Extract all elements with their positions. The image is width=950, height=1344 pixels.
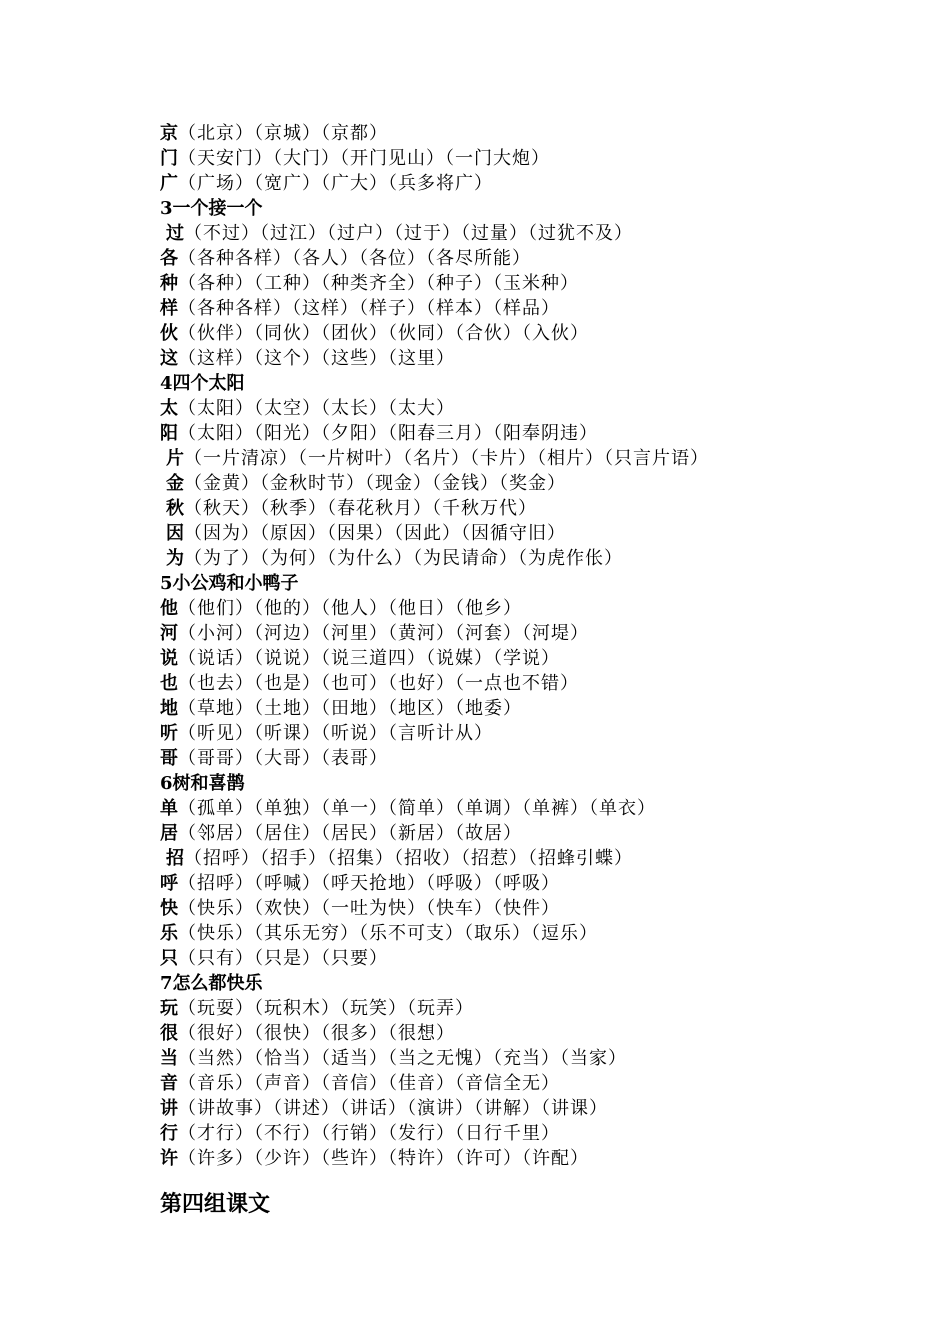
vocab-words: （一片清凉）（一片树叶）（名片）（卡片）（相片）（只言片语） — [184, 448, 709, 469]
vocab-character: 哥 — [160, 748, 178, 769]
vocab-words: （广场）（宽广）（广大）（兵多将广） — [178, 173, 493, 194]
vocab-character: 京 — [160, 123, 178, 144]
vocab-character: 居 — [160, 823, 178, 844]
vocab-character: 说 — [160, 648, 178, 669]
vocab-character: 讲 — [160, 1098, 178, 1119]
vocabulary-list — [160, 121, 920, 1171]
lesson-heading: 5小公鸡和小鸭子 — [160, 573, 299, 594]
vocab-character: 许 — [160, 1148, 178, 1169]
vocab-words: （讲故事）（讲述）（讲话）（演讲）（讲解）（讲课） — [178, 1098, 608, 1119]
vocab-words: （音乐）（声音）（音信）（佳音）（音信全无） — [178, 1073, 560, 1094]
vocab-entry — [160, 1096, 920, 1121]
vocab-entry — [160, 121, 920, 146]
vocab-character: 很 — [160, 1023, 178, 1044]
vocab-words: （招呼）（招手）（招集）（招收）（招惹）（招蜂引蝶） — [184, 848, 633, 869]
vocab-entry — [160, 721, 920, 746]
vocab-entry — [160, 1146, 920, 1171]
vocab-entry — [160, 871, 920, 896]
group-title: 第四组课文 — [160, 1191, 271, 1217]
vocab-entry — [160, 746, 920, 771]
vocab-character: 他 — [160, 598, 178, 619]
vocab-words: （各种各样）（各人）（各位）（各尽所能） — [178, 248, 531, 269]
lesson-heading: 7怎么都快乐 — [160, 973, 263, 994]
vocab-character: 招 — [166, 848, 184, 869]
vocab-character: 广 — [160, 173, 178, 194]
vocab-words: （草地）（土地）（田地）（地区）（地委） — [178, 698, 522, 719]
vocab-character: 地 — [160, 698, 178, 719]
vocab-character: 单 — [160, 798, 178, 819]
vocab-character: 这 — [160, 348, 178, 369]
vocab-character: 行 — [160, 1123, 178, 1144]
vocab-character: 金 — [166, 473, 184, 494]
vocab-character: 音 — [160, 1073, 178, 1094]
vocab-character: 门 — [160, 148, 178, 169]
vocab-entry — [160, 446, 920, 471]
vocab-character: 过 — [166, 223, 184, 244]
vocab-words: （因为）（原因）（因果）（因此）（因循守旧） — [184, 523, 566, 544]
vocab-words: （各种各样）（这样）（样子）（样本）（样品） — [178, 298, 560, 319]
vocab-words: （当然）（恰当）（适当）（当之无愧）（充当）（当家） — [178, 1048, 627, 1069]
vocab-entry — [160, 671, 920, 696]
vocab-entry — [160, 846, 920, 871]
vocab-words: （小河）（河边）（河里）（黄河）（河套）（河堤） — [178, 623, 589, 644]
vocab-words: （孤单）（单独）（单一）（简单）（单调）（单裤）（单衣） — [178, 798, 656, 819]
vocab-words: （北京）（京城）（京都） — [178, 123, 388, 144]
vocab-words: （哥哥）（大哥）（表哥） — [178, 748, 388, 769]
vocab-entry — [160, 896, 920, 921]
vocab-character: 因 — [166, 523, 184, 544]
vocab-words: （金黄）（金秋时节）（现金）（金钱）（奖金） — [184, 473, 566, 494]
vocab-entry — [160, 996, 920, 1021]
vocab-entry — [160, 321, 920, 346]
vocab-character: 乐 — [160, 923, 178, 944]
vocab-words: （天安门）（大门）（开门见山）（一门大炮） — [178, 148, 550, 169]
vocab-entry — [160, 696, 920, 721]
lesson-heading: 6树和喜鹊 — [160, 773, 245, 794]
vocab-entry — [160, 1021, 920, 1046]
vocab-words: （招呼）（呼喊）（呼天抢地）（呼吸）（呼吸） — [178, 873, 560, 894]
vocab-character: 片 — [166, 448, 184, 469]
vocab-character: 只 — [160, 948, 178, 969]
vocab-character: 样 — [160, 298, 178, 319]
vocab-entry — [160, 1071, 920, 1096]
vocab-entry — [160, 146, 920, 171]
vocab-words: （太阳）（阳光）（夕阳）（阳春三月）（阳奉阴违） — [178, 423, 598, 444]
vocab-entry — [160, 471, 920, 496]
vocab-entry — [160, 421, 920, 446]
vocab-character: 太 — [160, 398, 178, 419]
vocab-character: 快 — [160, 898, 178, 919]
vocab-entry — [160, 246, 920, 271]
vocab-entry — [160, 1121, 920, 1146]
vocab-entry — [160, 621, 920, 646]
vocab-words: （玩耍）（玩积木）（玩笑）（玩弄） — [178, 998, 474, 1019]
vocab-character: 河 — [160, 623, 178, 644]
vocabulary-page — [160, 121, 920, 1219]
vocab-entry — [160, 546, 920, 571]
vocab-words: （这样）（这个）（这些）（这里） — [178, 348, 455, 369]
vocab-entry — [160, 646, 920, 671]
vocab-entry — [160, 946, 920, 971]
vocab-entry — [160, 396, 920, 421]
vocab-words: （邻居）（居住）（居民）（新居）（故居） — [178, 823, 522, 844]
vocab-words: （秋天）（秋季）（春花秋月）（千秋万代） — [184, 498, 537, 519]
vocab-words: （快乐）（其乐无穷）（乐不可支）（取乐）（逗乐） — [178, 923, 598, 944]
vocab-entry — [160, 296, 920, 321]
vocab-entry — [160, 221, 920, 246]
vocab-words: （许多）（少许）（些许）（特许）（许可）（许配） — [178, 1148, 589, 1169]
vocab-words: （各种）（工种）（种类齐全）（种子）（玉米种） — [178, 273, 579, 294]
vocab-words: （太阳）（太空）（太长）（太大） — [178, 398, 455, 419]
vocab-character: 呼 — [160, 873, 178, 894]
vocab-words: （伙伴）（同伙）（团伙）（伙同）（合伙）（入伙） — [178, 323, 589, 344]
vocab-entry — [160, 1046, 920, 1071]
vocab-entry — [160, 821, 920, 846]
vocab-character: 听 — [160, 723, 178, 744]
vocab-words: （他们）（他的）（他人）（他日）（他乡） — [178, 598, 522, 619]
vocab-character: 秋 — [166, 498, 184, 519]
vocab-character: 阳 — [160, 423, 178, 444]
vocab-character: 也 — [160, 673, 178, 694]
vocab-words: （快乐）（欢快）（一吐为快）（快车）（快件） — [178, 898, 560, 919]
vocab-character: 玩 — [160, 998, 178, 1019]
vocab-words: （只有）（只是）（只要） — [178, 948, 388, 969]
vocab-character: 当 — [160, 1048, 178, 1069]
vocab-character: 为 — [166, 548, 184, 569]
vocab-entry — [160, 496, 920, 521]
vocab-character: 种 — [160, 273, 178, 294]
vocab-character: 伙 — [160, 323, 178, 344]
vocab-entry — [160, 796, 920, 821]
vocab-entry — [160, 171, 920, 196]
vocab-entry — [160, 521, 920, 546]
vocab-words: （说话）（说说）（说三道四）（说媒）（学说） — [178, 648, 560, 669]
vocab-words: （才行）（不行）（行销）（发行）（日行千里） — [178, 1123, 560, 1144]
lesson-heading: 3一个接一个 — [160, 198, 263, 219]
vocab-entry — [160, 346, 920, 371]
vocab-words: （听见）（听课）（听说）（言听计从） — [178, 723, 493, 744]
vocab-entry — [160, 596, 920, 621]
vocab-character: 各 — [160, 248, 178, 269]
vocab-entry — [160, 271, 920, 296]
vocab-words: （也去）（也是）（也可）（也好）（一点也不错） — [178, 673, 579, 694]
vocab-entry — [160, 921, 920, 946]
lesson-heading: 4四个太阳 — [160, 373, 245, 394]
vocab-words: （不过）（过江）（过户）（过于）（过量）（过犹不及） — [184, 223, 633, 244]
vocab-words: （很好）（很快）（很多）（很想） — [178, 1023, 455, 1044]
vocab-words: （为了）（为何）（为什么）（为民请命）（为虎作伥） — [184, 548, 623, 569]
